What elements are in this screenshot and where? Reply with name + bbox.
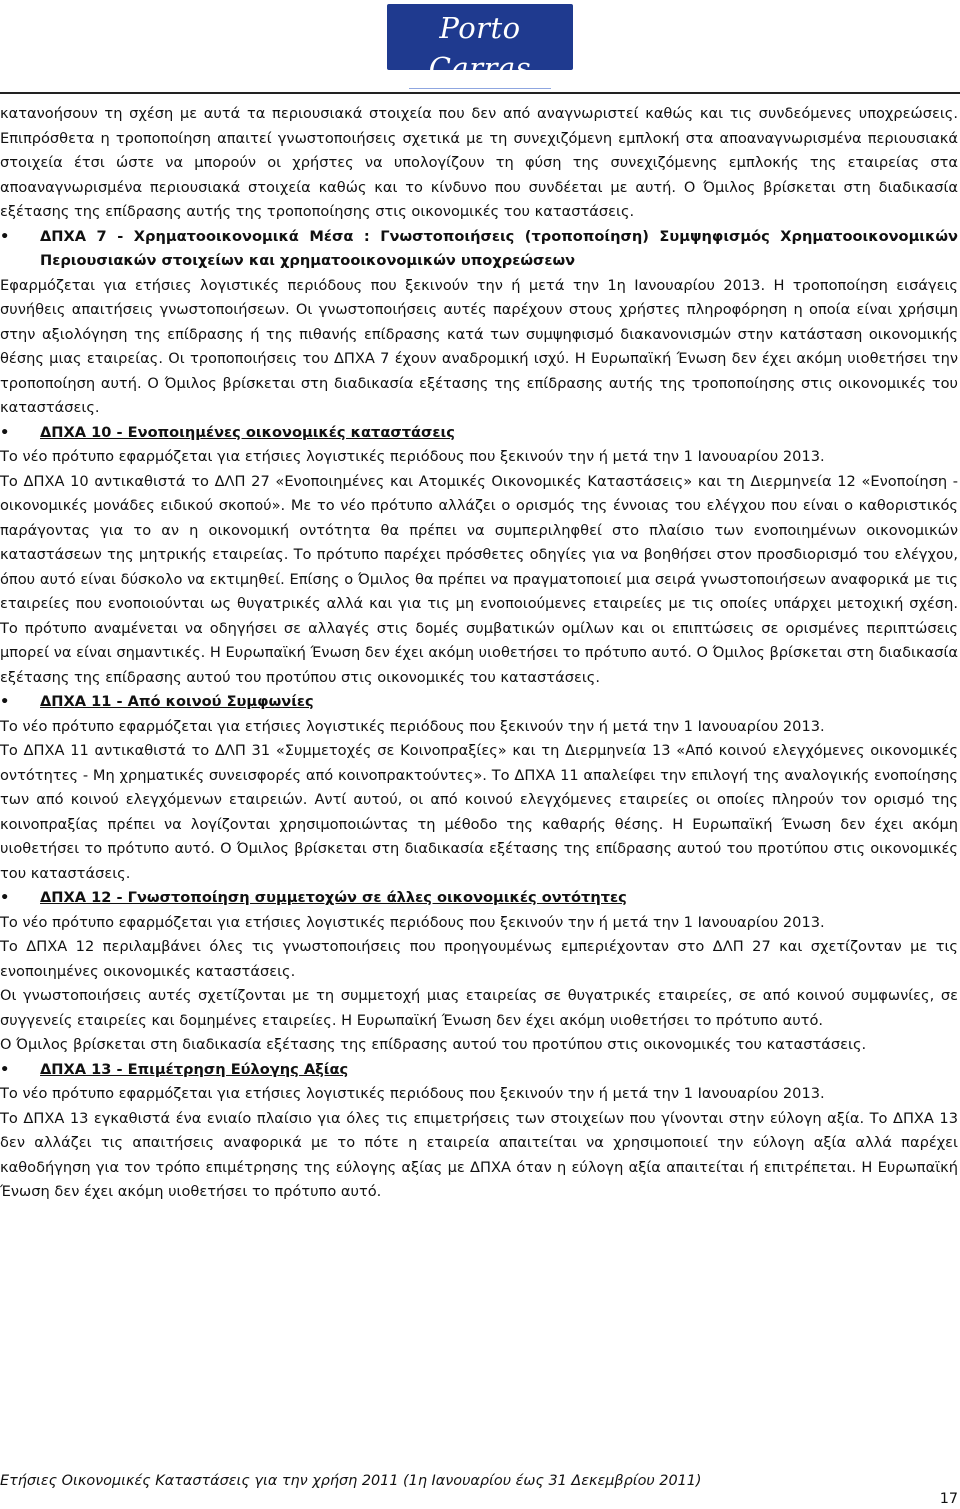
section-paragraph: Ο Όμιλος βρίσκεται στη διαδικασία εξέτασης της επίδρασης αυτού του προτύπου στις οικονομικές του καταστάσεις.	[0, 1036, 867, 1053]
intro-paragraph: κατανοήσουν τη σχέση με αυτά τα περιουσιακά στοιχεία που δεν από αναγνωριστεί καθώς και τις συνδεόμενες υποχρεώσεις. Επιπρόσθετα η τροποποίηση απαιτεί γνωστοποιήσεις σχετικά με τη συνεχιζόμενη εμπλοκή στα αποαναγνωρισμένα περιουσιακά στοιχεία έτσι ώστε να μπορούν οι χρήστες να υπολογίζουν τη φύση της συνεχιζόμενης εμπλοκής της εταιρείας στα αποαναγνωρισμένα περιουσιακά στοιχεία καθώς και το κίνδυνο που συνδέεται με αυτή. Ο Όμιλος βρίσκεται στη διαδικασία εξέτασης της επίδρασης αυτής της τροποποίησης στις οικονομικές του καταστάσεις.	[0, 105, 958, 220]
bullet-icon: •	[0, 227, 10, 245]
page-number: 17	[939, 1491, 958, 1507]
section-title: ΔΠΧΑ 10 - Ενοποιημένες οικονομικές καταστάσεις	[40, 423, 455, 441]
section-paragraph: Το ΔΠΧΑ 10 αντικαθιστά το ΔΛΠ 27 «Ενοποιημένες και Ατομικές Οικονομικές Καταστάσεις» και τη Διερμηνεία 12 «Ενοποίηση - οικονομικές μονάδες ειδικού σκοπού». Με το νέο πρότυπο αλλάζει ο ορισμός της έννοιας του ελέγχου που είναι ο καθοριστικός παράγοντας για το αν η οικονομική οντότητα θα πρέπει να συμπεριληφθεί στο πλαίσιο των ενοποιημένων οικονομικών καταστάσεων της μητρικής εταιρείας. Το πρότυπο παρέχει πρόσθετες οδηγίες για να βοηθήσει στον προσδιορισμό του ελέγχου, όπου αυτό είναι δύσκολο να εκτιμηθεί. Επίσης ο Όμιλος θα πρέπει να πραγματοποιεί μια σειρά γνωστοποιήσεων αναφορικά με τις εταιρείες που ενοποιούνται ως θυγατρικές αλλά και για τις μη ενοποιούμενες εταιρείες με τις οποίες υπάρχει μετοχική σχέση. Το πρότυπο αναμένεται να οδηγήσει σε αλλαγές στις δομές συμβατικών ομίλων και οι επιπτώσεις σε ορισμένες περιπτώσεις μπορεί να είναι σημαντικές. Η Ευρωπαϊκή Ένωση δεν έχει ακόμη υιοθετήσει το πρότυπο αυτό. Ο Όμιλος βρίσκεται στη διαδικασία εξέτασης της επίδρασης αυτού του προτύπου στις οικονομικές του καταστάσεις.	[0, 472, 959, 686]
logo-main-text: Porto Carras	[428, 11, 532, 85]
bullet-icon: •	[0, 693, 10, 710]
section-title: ΔΠΧΑ 11 - Από κοινού Συμφωνίες	[40, 693, 314, 710]
bullet-icon: •	[0, 423, 10, 441]
logo-sub-text: GRAND RESORT	[409, 88, 551, 103]
section-paragraph: Εφαρμόζεται για ετήσιες λογιστικές περιόδους που ξεκινούν την ή μετά την 1η Ιανουαρίου 2013. Η τροποποίηση εισάγεις συνήθεις απαιτήσεις γνωστοποιήσεων. Οι γνωστοποιήσεις αυτές παρέχουν στους χρήστες πληροφόρηση η οποία είναι χρήσιμη στην αξιολόγηση της επίδρασης ή της πιθανής επίδρασης κατά των συμψηφισμό διακανονισμών στην κατάσταση οικονομικής θέσης μιας εταιρείας. Οι τροποποιήσεις του ΔΠΧΑ 7 έχουν αναδρομική ισχύ. Η Ευρωπαϊκή Ένωση δεν έχει ακόμη υιοθετήσει την τροποποίηση αυτή. Ο Όμιλος βρίσκεται στη διαδικασία εξέτασης της επίδρασης αυτής της τροποποίησης στις οικονομικές του καταστάσεις.	[0, 276, 958, 416]
section-heading	[0, 886, 958, 911]
section-paragraph: Το νέο πρότυπο εφαρμόζεται για ετήσιες λογιστικές περιόδους που ξεκινούν την ή μετά την 1 Ιανουαρίου 2013.	[0, 913, 825, 931]
section-paragraph: Το ΔΠΧΑ 11 αντικαθιστά το ΔΛΠ 31 «Συμμετοχές σε Κοινοπραξίες» και τη Διερμηνεία 13 «Από κοινού ελεγχόμενες οικονομικές οντότητες - Μη χρηματικές συνεισφορές από κοινοπρακτούντες». Το ΔΠΧΑ 11 απαλείφει την επιλογή της αναλογικής ενοποίησης των από κοινού ελεγχόμενων εταιρειών. Αντί αυτού, οι από κοινού ελεγχόμενες εταιρείες οι οποίες πληρούν τον ορισμό της κοινοπραξίας πρέπει να λογίζονται χρησιμοποιώντας τη μέθοδο της καθαρής θέσης. Η Ευρωπαϊκή Ένωση δεν έχει ακόμη υιοθετήσει το πρότυπο αυτό. Ο Όμιλος βρίσκεται στη διαδικασία εξέτασης της επίδρασης αυτού του προτύπου στις οικονομικές του καταστάσεις.	[0, 742, 958, 882]
section-paragraph: Το ΔΠΧΑ 12 περιλαμβάνει όλες τις γνωστοποιήσεις που προηγουμένως εμπεριέχονταν στο ΔΛΠ 27 και σχετίζονταν με τις ενοποιημένες οικονομικές καταστάσεις.	[0, 938, 958, 980]
bullet-icon: •	[0, 1060, 10, 1078]
section-paragraph: Το νέο πρότυπο εφαρμόζεται για ετήσιες λογιστικές περιόδους που ξεκινούν την ή μετά την 1 Ιανουαρίου 2013.	[0, 448, 825, 465]
section-heading	[0, 421, 958, 446]
section-paragraph: Το νέο πρότυπο εφαρμόζεται για ετήσιες λογιστικές περιόδους που ξεκινούν την ή μετά την 1 Ιανουαρίου 2013.	[0, 717, 825, 735]
document-body	[0, 102, 958, 1205]
section-paragraph: Οι γνωστοποιήσεις αυτές σχετίζονται με τη συμμετοχή μιας εταιρείας σε θυγατρικές εταιρείες, σε από κοινού συμφωνίες, σε συγγενείς εταιρείες και δομημένες εταιρείες. Η Ευρωπαϊκή Ένωση δεν έχει ακόμη υιοθετήσει το πρότυπο αυτό.	[0, 987, 958, 1029]
section-title: ΔΠΧΑ 7 - Χρηματοοικονομικά Μέσα : Γνωστοποιήσεις (τροποποίηση) Συμψηφισμός Χρηματοοικονομικών Περιουσιακών στοιχείων και χρηματοοικονομικών υποχρεώσεων	[40, 227, 958, 269]
section-paragraph: Το νέο πρότυπο εφαρμόζεται για ετήσιες λογιστικές περιόδους που ξεκινούν την ή μετά την 1 Ιανουαρίου 2013.	[0, 1085, 825, 1102]
header-divider	[0, 92, 960, 94]
page-footer: Ετήσιες Οικονομικές Καταστάσεις για την χρήση 2011 (1η Ιανουαρίου έως 31 Δεκεμβρίου 2011)	[0, 1473, 702, 1489]
section-title: ΔΠΧΑ 12 - Γνωστοποίηση συμμετοχών σε άλλες οικονομικές οντότητες	[40, 889, 627, 906]
section-title: ΔΠΧΑ 13 - Επιμέτρηση Εύλογης Αξίας	[40, 1060, 349, 1078]
porto-carras-logo	[387, 4, 573, 100]
bullet-icon: •	[0, 889, 10, 906]
page-header	[0, 0, 960, 100]
section-heading	[0, 690, 958, 715]
section-heading	[0, 225, 958, 274]
section-paragraph: Το ΔΠΧΑ 13 εγκαθιστά ένα ενιαίο πλαίσιο για όλες τις επιμετρήσεις των στοιχείων που γίνονται στην εύλογη αξία. Το ΔΠΧΑ 13 δεν αλλάζει τις απαιτήσεις αναφορικά με το πότε η εταιρεία απαιτείται να χρησιμοποιεί την εύλογη αξία αλλά παρέχει καθοδήγηση για τον τρόπο επιμέτρησης της εύλογης αξίας με ΔΠΧΑ όταν η εύλογη αξία απαιτείται ή επιτρέπεται. Η Ευρωπαϊκή Ένωση δεν έχει ακόμη υιοθετήσει το πρότυπο αυτό.	[0, 1109, 958, 1200]
section-heading	[0, 1058, 958, 1083]
